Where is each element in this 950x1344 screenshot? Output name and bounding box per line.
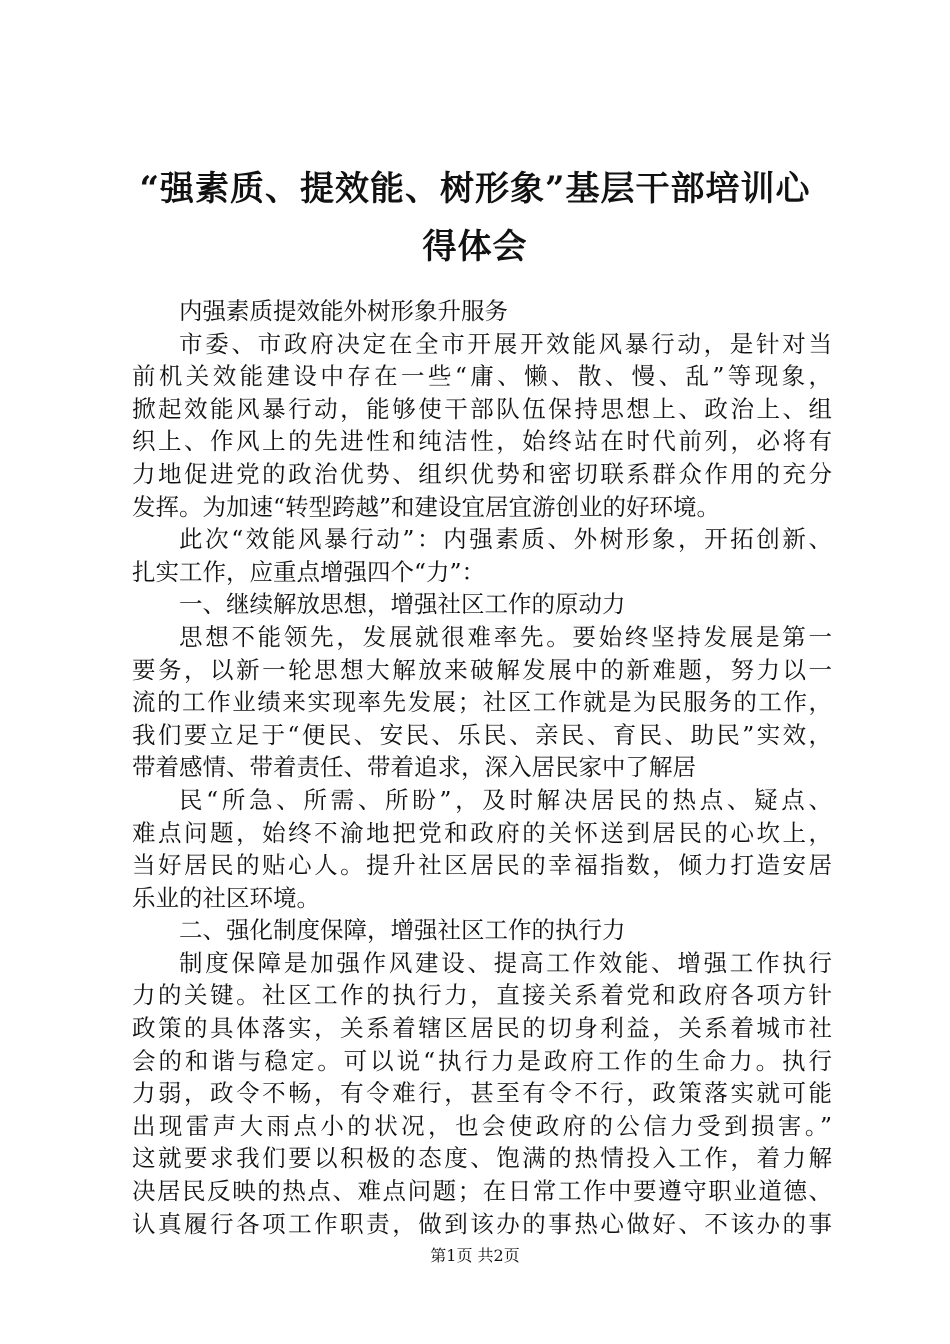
paragraph-line: 力地促进党的政治优势、组织优势和密切联系群众作用的充分 [132, 459, 832, 488]
paragraph-line: 织上、作风上的先进性和纯洁性，始终站在时代前列，必将有 [132, 427, 832, 456]
paragraph-line: 政策的具体落实，关系着辖区居民的切身利益，关系着城市社 [132, 1014, 832, 1043]
section-heading: 二、强化制度保障，增强社区工作的执行力 [179, 916, 626, 945]
paragraph-line: 力的关键。社区工作的执行力，直接关系着党和政府各项方针 [132, 981, 832, 1010]
document-body [132, 295, 832, 1240]
paragraph-line: 扎实工作，应重点增强四个“力”： [132, 557, 486, 586]
paragraph-line: 民“所急、所需、所盼”，及时解决居民的热点、疑点、 [179, 785, 832, 814]
paragraph-line: 出现雷声大雨点小的状况，也会使政府的公信力受到损害。” [132, 1111, 832, 1140]
paragraph-line: 市委、市政府决定在全市开展开效能风暴行动，是针对当 [179, 329, 832, 358]
section-heading: 一、继续解放思想，增强社区工作的原动力 [179, 590, 626, 619]
paragraph-line: 此次“效能风暴行动”：内强素质、外树形象，开拓创新、 [179, 525, 832, 554]
paragraph-line: 思想不能领先，发展就很难率先。要始终坚持发展是第一 [179, 622, 832, 651]
paragraph-line: 会的和谐与稳定。可以说“执行力是政府工作的生命力。执行 [132, 1046, 832, 1075]
title-line-2: 得体会 [422, 227, 528, 267]
paragraph-line: 带着感情、带着责任、带着追求，深入居民家中了解居 [132, 753, 696, 782]
paragraph-line: 力弱，政令不畅，有令难行，甚至有令不行，政策落实就可能 [132, 1079, 832, 1108]
paragraph-line: 我们要立足于“便民、安民、乐民、亲民、育民、助民”实效， [132, 720, 832, 749]
page-footer: 第1页 共2页 [430, 1246, 520, 1265]
paragraph-line: 决居民反映的热点、难点问题；在日常工作中要遵守职业道德、 [132, 1177, 832, 1206]
paragraph-line: 前机关效能建设中存在一些“庸、懒、散、慢、乱”等现象， [132, 362, 832, 391]
paragraph-line: 乐业的社区环境。 [132, 883, 320, 912]
paragraph-line: 认真履行各项工作职责，做到该办的事热心做好、不该办的事 [132, 1209, 832, 1238]
paragraph-line: 要务，以新一轮思想大解放来破解发展中的新难题，努力以一 [132, 655, 832, 684]
paragraph-line: 当好居民的贴心人。提升社区居民的幸福指数，倾力打造安居 [132, 851, 832, 880]
paragraph-line: 制度保障是加强作风建设、提高工作效能、增强工作执行 [179, 948, 832, 977]
document-title [118, 160, 832, 276]
paragraph-line: 这就要求我们要以积极的态度、饱满的热情投入工作，着力解 [132, 1144, 832, 1173]
subtitle-line: 内强素质提效能外树形象升服务 [179, 297, 508, 325]
paragraph-line: 发挥。为加速“转型跨越”和建设宜居宜游创业的好环境。 [132, 492, 721, 521]
title-line-1: “强素质、提效能、树形象”基层干部培训心 [139, 169, 811, 209]
paragraph-line: 掀起效能风暴行动，能够使干部队伍保持思想上、政治上、组 [132, 394, 832, 423]
paragraph-line: 难点问题，始终不渝地把党和政府的关怀送到居民的心坎上， [132, 818, 832, 847]
paragraph-line: 流的工作业绩来实现率先发展；社区工作就是为民服务的工作， [132, 688, 832, 717]
